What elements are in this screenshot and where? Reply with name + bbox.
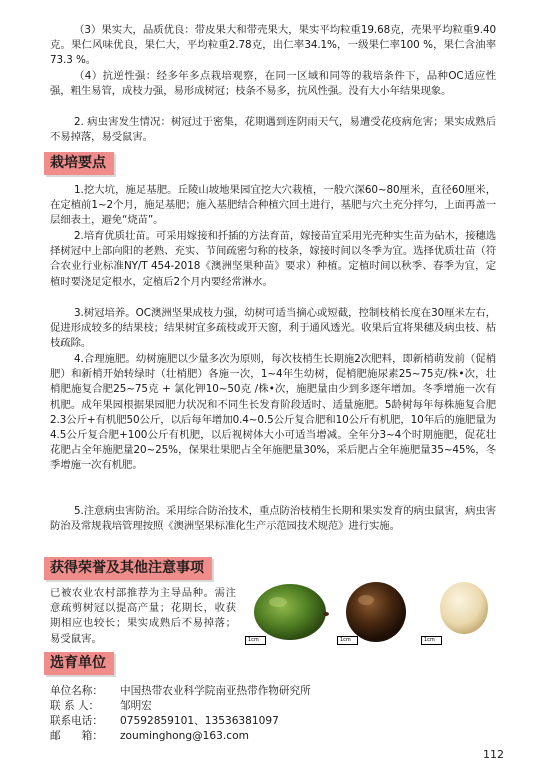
page-number: 112 [483,748,504,761]
phone-label: 联系电话： [50,715,103,727]
cultivation-step-4: 4.合理施肥。幼树施肥以少量多次为原则，每次枝梢生长期施2次肥料，即新梢萌发前（促梢肥）和新梢开始转绿时（壮梢肥）各施一次，1~4年生幼树，促梢肥施尿素25~75克/株•次，壮梢肥施复合肥25~75克 + 氯化钾10~50克 /株•次，施肥量由少到多逐年增加。冬季增施一次有机肥。成年果园根据果园肥力状况和不同生长发育阶段适时、适量施肥。5龄树每年每株施复合肥2.3公斤+有机肥50公斤，以后每年增加0.4~0.5公斤复合肥和10公斤有机肥，10年后的施肥量为4.5公斤复合肥+100公斤有机肥，以后视树体大小可适当增减。全年分3~4个时期施肥，促花壮花肥占全年施肥量20~25%，保果壮果肥占全年施肥量30%，采后肥占全年施肥量35~45%，冬季增施一次有机肥。 [50,353,496,472]
unit-name-label: 单位名称： [50,685,103,697]
whole-fruit-photo [242,578,330,648]
cultivation-step-2: 2.培育优质壮苗。可采用嫁接和扦插的方法育苗，嫁接苗宜采用光壳种实生苗为砧木，接穗选择树冠中上部向阳的老熟、充实、节间疏密匀称的枝条，嫁接时间以冬季为宜。选择优质壮苗（符合农业行业标准NY/T 454-2018《澳洲坚果种苗》要求）种植。定植时间以秋季、春季为宜，定植时要浇足定根水，定植后2个月内要经常淋水。 [50,230,496,288]
shell-nut-photo [334,578,414,648]
section-heading-breeder: 选育单位 [44,652,114,675]
intro-paragraph-fruit: （3）果实大，品质优良：带皮果大和带壳果大，果实平均粒重19.68克，壳果平均粒重9.40克。果仁风味优良，果仁大，平均粒重2.78克，出仁率34.1%，一级果仁率100 %，果仁含油率73.3 %。 [50,24,496,67]
cultivation-step-1: 1.挖大坑，施足基肥。丘陵山坡地果园宜挖大穴栽植，一般穴深60~80厘米，直径60厘米，在定植前1~2个月，施足基肥；施入基肥结合种植穴回土进行，基肥与穴土充分拌匀，上面再盖一层细表土，避免“烧苗”。 [50,184,496,227]
scale-bar-label: 1cm [245,636,266,645]
phone-row [50,714,279,730]
contact-person-value: 邹明宏 [120,700,152,712]
section-heading-honors: 获得荣誉及其他注意事项 [44,557,212,580]
contact-person-label: 联 系 人： [50,700,100,712]
cultivation-step-3: 3.树冠培养。OC澳洲坚果成枝力强，幼树可适当摘心或短截，控制枝梢长度在30厘米左右，促进形成较多的结果枝；结果树宜多疏枝或开天窗，利于通风透光。收果后宜将果穗及病虫枝、枯枝疏除。 [50,307,496,350]
breeder-unit-row [50,684,311,700]
intro-paragraph-pests: 2. 病虫害发生情况：树冠过于密集，花期遇到连阴雨天气，易遭受花疫病危害；果实成熟后不易掉落，易受鼠害。 [50,116,496,144]
section-heading-cultivation: 栽培要点 [44,152,114,175]
fruit-photos [242,578,498,648]
email-value: zouminghong@163.com [120,730,249,742]
contact-person-row [50,699,152,715]
unit-name-value: 中国热带农业科学院南亚热带作物研究所 [120,685,311,697]
honors-text: 已被农业农村部推荐为主导品种。需注意疏剪树冠以提高产量；花期长，收获期相应也较长；果实成熟后不易掉落；易受鼠害。 [50,587,236,645]
phone-value: 07592859101、13536381097 [120,715,279,727]
email-row [50,729,249,745]
scale-bar-label: 1cm [421,636,442,645]
email-label: 邮 箱： [50,730,103,742]
cultivation-step-5: 5.注意病虫害防治。采用综合防治技术，重点防治枝梢生长期和果实发育的病虫鼠害，病虫害防治及常规栽培管理按照《澳洲坚果标准化生产示范园技术规范》进行实施。 [50,505,496,533]
kernel-photo [418,578,498,648]
intro-paragraph-resistance: （4）抗逆性强：经多年多点栽培观察，在同一区域和同等的栽培条件下，品种OC适应性强，粗生易管，成枝力强，易形成树冠；枝条不易多，抗风性强。没有大小年结果现象。 [50,70,496,98]
scale-bar-label: 1cm [337,636,358,645]
